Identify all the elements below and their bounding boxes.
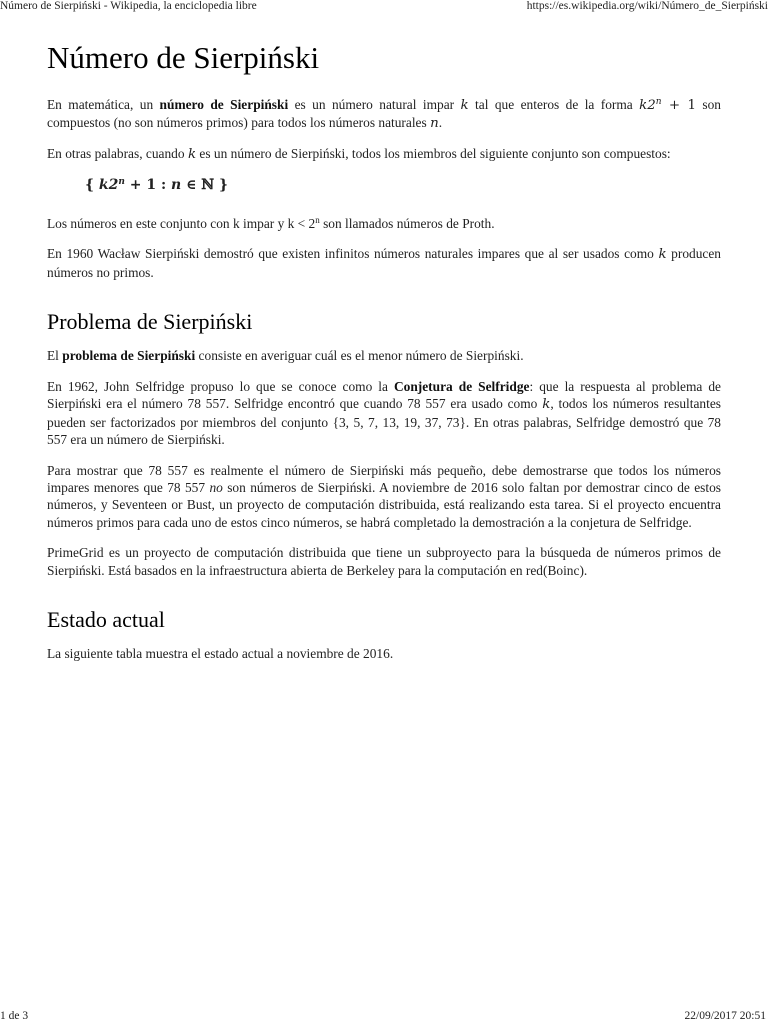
intro-paragraph-1: En matemática, un número de Sierpiński es un número natural impar k tal que enteros de la forma $k2^n + 1$ son compuestos (no son números primos) para todos los números naturales n. bbox=[47, 96, 721, 132]
problema-paragraph-3: Para mostrar que 78 557 es realmente el número de Sierpiński más pequeño, debe demostrarse que todos los números impares menores que 78 557 no son números de Sierpiński. A noviembre de 2016 solo faltan por demostrar cinco de estos números, y Seventeen or Bust, un proyecto de computación distribuida, está realizando esta tarea. Si el proyecto encuentra números primos para cada uno de estos cinco números, se habrá completado la demostración a la conjetura de Selfridge. bbox=[47, 462, 721, 530]
intro-paragraph-2: En otras palabras, cuando k es un número de Sierpiński, todos los miembros del siguiente conjunto son compuestos: bbox=[47, 146, 671, 163]
math-k2: k2 bbox=[639, 97, 656, 113]
intro-paragraph-3: Los números en este conjunto con k impar y $k < 2^n$ son llamados números de Proth. bbox=[47, 214, 495, 231]
print-page-title: Número de Sierpiński - Wikipedia, la enciclopedia libre bbox=[0, 0, 257, 12]
emphasis-no: no bbox=[209, 479, 223, 495]
print-datetime: 22/09/2017 20:51 bbox=[684, 1010, 766, 1022]
estado-paragraph-1: La siguiente tabla muestra el estado actual a noviembre de 2016. bbox=[47, 646, 394, 662]
term-numero-de-sierpinski: número de Sierpiński bbox=[159, 96, 289, 112]
math-n: n bbox=[430, 116, 439, 132]
math-k: k bbox=[187, 147, 197, 163]
print-footer bbox=[0, 1006, 768, 1024]
print-header bbox=[0, 0, 768, 16]
section-heading-problema: Problema de Sierpiński bbox=[47, 309, 253, 335]
print-page-url: https://es.wikipedia.org/wiki/Número_de_Sierpiński bbox=[526, 0, 768, 12]
page-number: 1 de 3 bbox=[0, 1010, 29, 1022]
problema-paragraph-2: En 1962, John Selfridge propuso lo que se conoce como la Conjetura de Selfridge: que la respuesta al problema de Sierpiński era el número 78 557. Selfridge encontró que cuando 78 557 era usado como k, todos los números resultantes pueden ser factorizados por miembros del conjunto {3, 5, 7, 13, 19, 37, 73}. En otras palabras, Selfridge demostró que 78 557 era un número de Sierpiński. bbox=[47, 378, 722, 448]
set-formula: { $k2^n + 1$ : n ∈ ℕ } bbox=[85, 176, 229, 193]
problema-paragraph-1: El problema de Sierpiński consiste en averiguar cuál es el menor número de Sierpiński. bbox=[47, 348, 524, 364]
article-title: Número de Sierpiński bbox=[47, 40, 320, 75]
problema-paragraph-4: PrimeGrid es un proyecto de computación distribuida que tiene un subproyecto para la búsqueda de números primos de Sierpiński. Está basados en la infraestructura abierta de Berkeley para la computación en red(Boinc). bbox=[47, 545, 721, 578]
section-heading-estado: Estado actual bbox=[47, 606, 165, 632]
article-content bbox=[47, 40, 721, 676]
math-k: k bbox=[542, 397, 551, 413]
intro-paragraph-4: En 1960 Wacław Sierpiński demostró que existen infinitos números naturales impares que al ser usados como k producen números no primos. bbox=[47, 246, 721, 280]
math-k: k bbox=[460, 97, 469, 113]
math-exponent-n: n bbox=[655, 96, 662, 107]
term-conjetura-de-selfridge: Conjetura de Selfridge bbox=[393, 378, 530, 394]
math-k: k bbox=[658, 247, 667, 263]
term-problema-de-sierpinski: problema de Sierpiński bbox=[62, 348, 196, 364]
